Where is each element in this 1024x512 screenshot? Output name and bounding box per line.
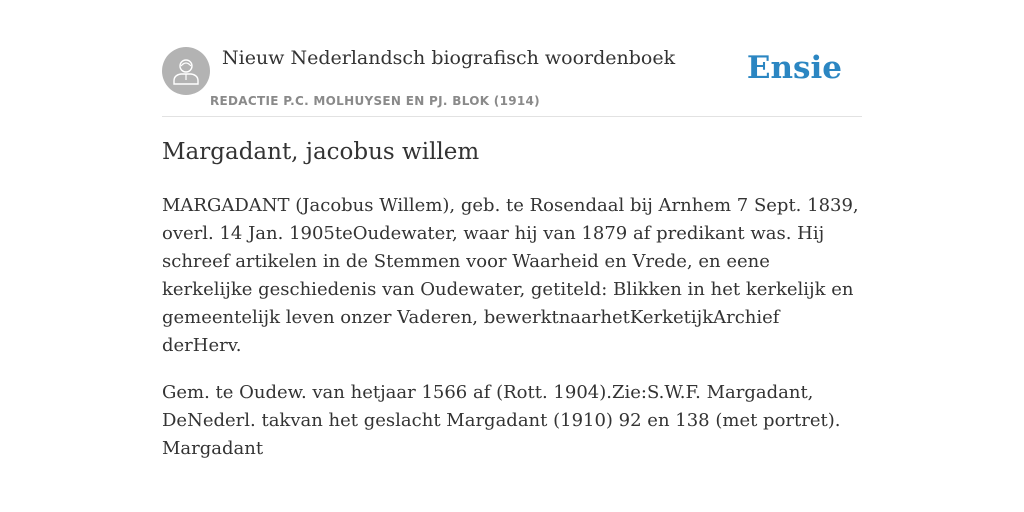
source-title[interactable]: Nieuw Nederlandsch biografisch woordenboek	[222, 47, 676, 69]
user-icon	[172, 56, 200, 86]
article-body	[162, 192, 862, 454]
avatar[interactable]	[162, 47, 210, 95]
source-subtitle: REDACTIE P.C. MOLHUYSEN EN PJ. BLOK (1914)	[210, 94, 540, 108]
article-paragraph: Gem. te Oudew. van hetjaar 1566 af (Rott. 1904).Zie:S.W.F. Margadant, DeNederl. takvan het geslacht Margadant (1910) 92 en 138 (met portret).	[162, 382, 841, 431]
article-paragraph: MARGADANT (Jacobus Willem), geb. te Rosendaal bij Arnhem 7 Sept. 1839, overl. 14 Jan. 1905teOudewater, waar hij van 1879 af predikant was. Hij schreef artikelen in de Stemmen voor Waarheid en Vrede, en eene kerkelijke geschiedenis van Oudewater, getiteld: Blikken in het kerkelijk en gemeentelijk leven onzer Vaderen, bewerktnaarhetKerketijkArchief derHerv.	[162, 195, 859, 356]
source-header	[162, 46, 862, 117]
page-title: Margadant, jacobus willem	[162, 139, 480, 165]
brand-logo[interactable]: Ensie	[746, 50, 842, 86]
article-signature: Margadant	[162, 438, 264, 459]
